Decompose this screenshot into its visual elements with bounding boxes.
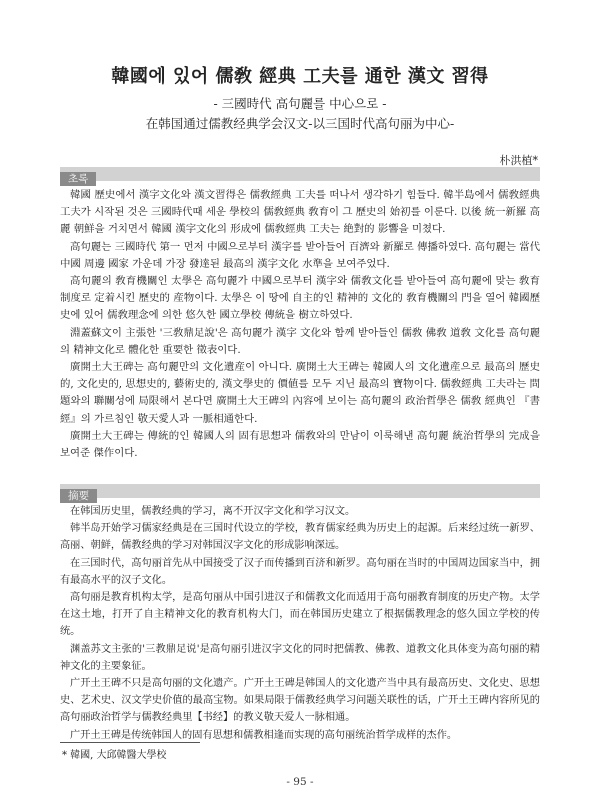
paper-subtitle: - 三國時代 高句麗를 中心으로 - bbox=[213, 96, 387, 111]
author-name: 朴洪植* bbox=[499, 154, 538, 167]
abstract-heading: 초록 bbox=[60, 172, 96, 186]
abstract-paragraph: 高句麗는 三國時代 第一 먼저 中國으로부터 漢字를 받아들어 百濟와 新羅로 傳播하였다. 高句麗는 當代 中國 周邊 國家 가운데 가장 發達된 最高의 漢字文化 水準을 보여주었다. bbox=[60, 240, 540, 270]
summary-paragraph: 广开土王碑不只是高句丽的文化遗产。广开土王碑是韩国人的文化遗产当中具有最高历史、文化史、思想史、艺术史、汉文学史价值的最高宝物。如果局限于儒教经典学习问题关联性的话，广开土王碑内容所见的高句丽政治哲学与儒教经典里【书经】的教义敬天爱人一脉相通。 bbox=[60, 678, 540, 724]
summary-body bbox=[60, 503, 540, 744]
paper-subtitle-chinese: 在韩国通过儒教经典学会汉文-以三国时代高句丽为中心- bbox=[145, 116, 455, 131]
summary-paragraph: 在三国时代，高句丽首先从中国接受了汉子而传播到百济和新罗。高句丽在当时的中国周边国家当中，拥有最高水平的汉子文化。 bbox=[60, 557, 540, 586]
abstract-paragraph: 廣開土大王碑는 高句麗만의 文化遺産이 아니다. 廣開土大王碑는 韓國人의 文化遺産으로 最高의 歷史的, 文化史的, 思想史的, 藝術史的, 漢文學史的 價値를 모두 지닌 最高의 寶物이다. 儒敎經典 工夫라는 問題와의 聯關성에 局限해서 본다면 廣開土大王碑의 內容에 보이는 高句麗의 政治哲學은 儒敎 經典인 『書經』의 가르침인 敬天愛人과 一脈相通한다. bbox=[60, 361, 540, 425]
summary-paragraph: 高句丽是教育机构太学，是高句丽从中国引进汉子和儒教文化而适用于高句丽教育制度的历史产物。太学在这土地，打开了自主精神文化的教育机构大门，而在韩国历史建立了根据儒教理念的悠久国立学校的传统。 bbox=[60, 592, 540, 638]
summary-paragraph: 广开土王碑是传统韩国人的固有思想和儒教相逢而实现的高句丽统治哲学成样的杰作。 bbox=[70, 729, 458, 741]
footnote-divider bbox=[60, 742, 200, 743]
abstract-header bbox=[60, 167, 540, 185]
summary-header bbox=[60, 484, 540, 502]
paper-title: 韓國에 있어 儒敎 經典 工夫를 通한 漢文 習得 bbox=[111, 66, 489, 87]
abstract-body bbox=[60, 187, 540, 462]
abstract-paragraph: 廣開土大王碑는 傳統的인 韓國人의 固有思想과 儒敎와의 만남이 이룩해낸 高句麗 統治哲學의 完成을 보여준 傑作이다. bbox=[60, 429, 540, 460]
summary-paragraph: 渊盖苏文主张的'三教鼎足说'是高句丽引进汉字文化的同时把儒教、佛教、道教文化具体变为高句丽的精神文化的主要象征。 bbox=[60, 643, 540, 672]
summary-paragraph: 韩半岛开始学习儒家经典是在三国时代设立的学校，教育儒家经典为历史上的起源。后来经过统一新罗、高丽、朝鲜，儒教经典的学习对韩国汉字文化的形成影响深远。 bbox=[60, 523, 540, 552]
abstract-paragraph: 高句麗의 敎育機關인 太學은 高句麗가 中國으로부터 漢字와 儒敎文化를 받아들여 高句麗에 맞는 敎育制度로 定着시킨 歷史的 産物이다. 太學은 이 땅에 自主的인 精神的 文化的 敎育機關의 門을 열어 韓國歷史에 있어 儒敎理念에 의한 悠久한 國立學校 傳統을 樹立하였다. bbox=[60, 275, 540, 322]
page-number: - 95 - bbox=[286, 776, 314, 788]
summary-heading: 摘要 bbox=[60, 489, 97, 503]
abstract-paragraph: 淵蓋蘇文이 主張한 '三敎鼎足說'은 高句麗가 漢字 文化와 함께 받아들인 儒敎 佛敎 道敎 文化를 高句麗의 精神文化로 體化한 重要한 徵表이다. bbox=[60, 326, 540, 356]
summary-paragraph: 在韩国历史里，儒教经典的学习，离不开汉字文化和学习汉文。 bbox=[70, 506, 356, 517]
abstract-paragraph: 韓國 歷史에서 漢字文化와 漢文習得은 儒敎經典 工夫를 떠나서 생각하기 힘들다. 韓半島에서 儒敎經典 工夫가 시작된 것은 三國時代때 세운 學校의 儒敎經典 敎育이 그 歷史의 始初를 이룬다. 以後 統一新羅 高麗 朝鮮을 거치면서 韓國 漢字文化의 形成에 儒敎經典 工夫는 絶對的 影響을 미쳤다. bbox=[60, 189, 540, 236]
footnote: * 韓國, 大邱韓醫大學校 bbox=[62, 750, 167, 761]
